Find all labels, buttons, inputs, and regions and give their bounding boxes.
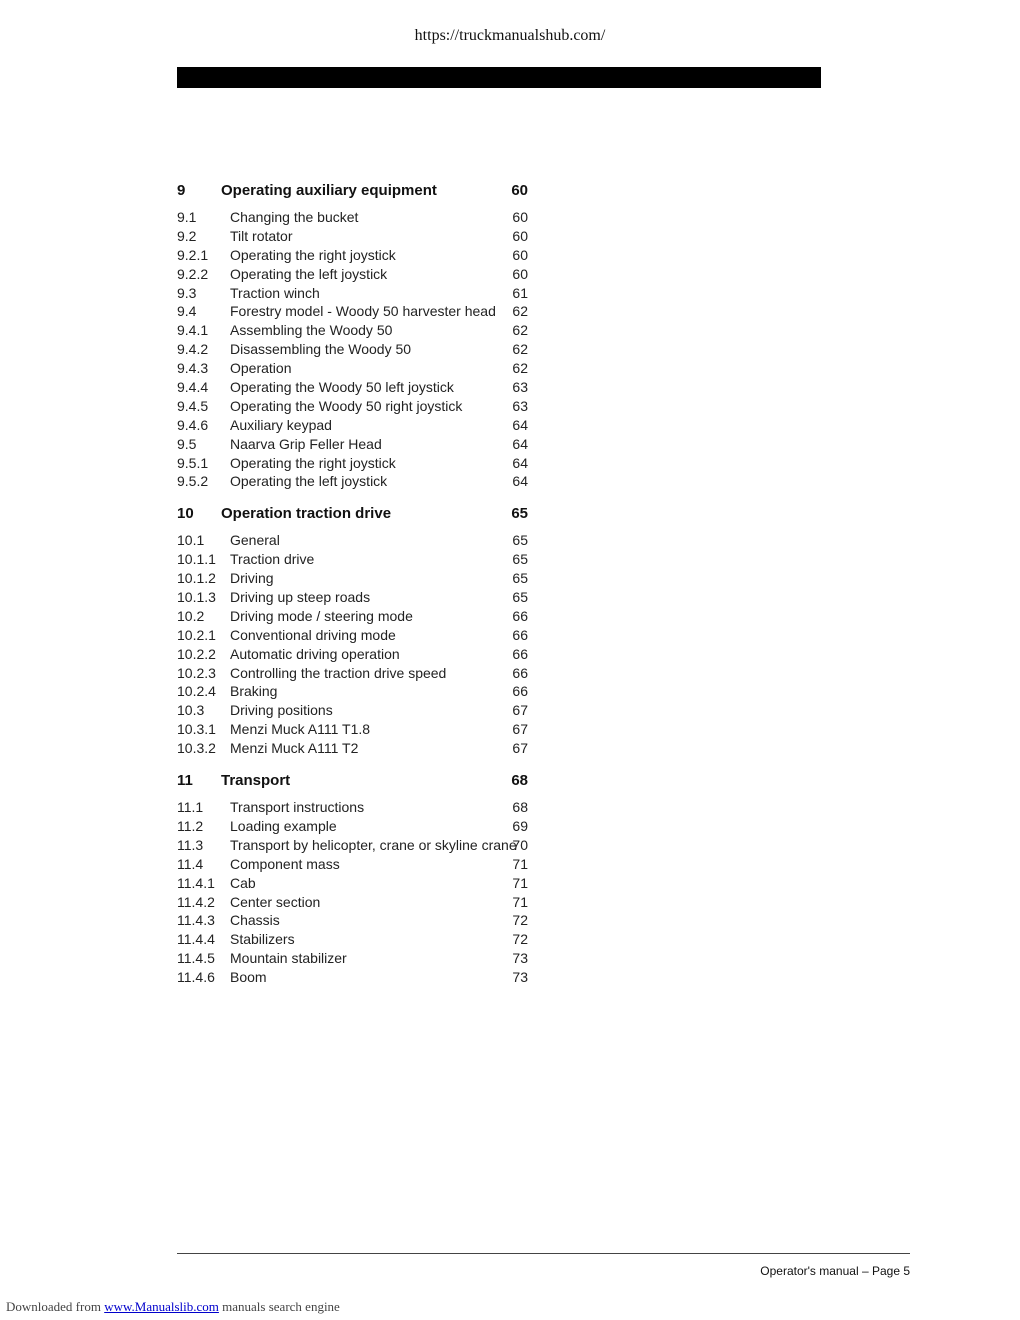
toc-entry-num: 9.4.6 (177, 416, 209, 433)
toc-entry-title: Driving up steep roads (230, 589, 371, 606)
toc-entry-page: 64 (512, 435, 528, 452)
toc-entry-title: Auxiliary keypad (230, 416, 332, 433)
toc-entry-page: 66 (512, 626, 528, 643)
toc-entry-page: 63 (512, 379, 528, 396)
toc-entry[interactable] (177, 893, 537, 912)
toc-entry-num: 11.4.6 (177, 969, 215, 986)
toc-entry-page: 62 (512, 303, 528, 320)
toc-entry-num: 11.4 (177, 855, 204, 872)
toc-heading-page: 65 (511, 505, 528, 523)
toc-entry-page: 66 (512, 645, 528, 662)
toc-entry-title: Assembling the Woody 50 (230, 322, 393, 339)
toc-entry-title: Conventional driving mode (230, 626, 396, 643)
toc-entry[interactable] (177, 302, 537, 321)
toc-entry-title: Component mass (230, 855, 340, 872)
toc-entry-num: 10.2.1 (177, 626, 216, 643)
toc-entry-title: Braking (230, 683, 278, 700)
toc-entry-page: 69 (512, 817, 528, 834)
toc-entry-page: 65 (512, 551, 528, 568)
toc-entry-page: 72 (512, 931, 528, 948)
toc-entry-num: 9.4.2 (177, 341, 209, 358)
toc-entry-num: 9.4.1 (177, 322, 209, 339)
watermark-prefix: Downloaded from (6, 1299, 101, 1314)
toc-entry-title: Changing the bucket (230, 209, 359, 225)
toc-entry-num: 11.3 (177, 836, 204, 853)
toc-entry-page: 71 (512, 893, 528, 910)
toc-entry[interactable] (177, 227, 537, 246)
toc-entry[interactable] (177, 817, 537, 836)
toc-section (177, 503, 537, 758)
toc-entry-title: Transport by helicopter, crane or skyline crane (230, 836, 517, 853)
toc-heading-title: Operating auxiliary equipment (221, 182, 437, 199)
toc-entry-page: 64 (512, 416, 528, 433)
toc-entry-page: 71 (512, 855, 528, 872)
toc-entry[interactable] (177, 874, 537, 893)
toc-entry-num: 9.4 (177, 303, 197, 320)
toc-entry-title: Operating the Woody 50 left joystick (230, 379, 454, 396)
toc-entry-num: 11.4.4 (177, 931, 215, 948)
toc-entry-page: 73 (512, 950, 528, 967)
toc-section (177, 180, 537, 491)
toc-entry[interactable] (177, 588, 537, 607)
toc-entry-num: 11.4.3 (177, 912, 215, 929)
toc-entry-title: Loading example (230, 817, 337, 834)
toc-entry-title: Center section (230, 893, 321, 910)
footer-divider (177, 1253, 910, 1254)
toc-heading-title: Transport (221, 772, 291, 790)
toc-entry-page: 65 (512, 570, 528, 587)
toc-entry-title: Boom (230, 969, 267, 986)
toc-entry-num: 9.2 (177, 227, 197, 244)
toc-entry-title: Driving (230, 570, 274, 587)
toc-entry[interactable] (177, 378, 537, 397)
toc-entry-title: Disassembling the Woody 50 (230, 341, 412, 358)
toc-heading-title: Operation traction drive (221, 505, 392, 523)
toc-entry[interactable] (177, 284, 537, 303)
toc-entry[interactable] (177, 569, 537, 588)
toc-entry-page: 64 (512, 454, 528, 471)
toc-entry[interactable] (177, 701, 537, 720)
toc-entry-num: 11.4.5 (177, 950, 215, 967)
toc-entry-num: 9.4.4 (177, 379, 209, 396)
toc-entry[interactable] (177, 930, 537, 949)
toc-entry[interactable] (177, 550, 537, 569)
toc-entry-title: Menzi Muck A111 T2 (230, 740, 359, 757)
toc-entry-num: 9.5.2 (177, 473, 209, 490)
toc-entry[interactable] (177, 664, 537, 683)
toc-entry-title: Driving mode / steering mode (230, 607, 413, 624)
toc-entry-title: Transport instructions (230, 799, 365, 816)
toc-heading-page: 68 (511, 772, 528, 790)
toc-heading-num: 9 (177, 182, 186, 199)
toc-entry-page: 73 (512, 969, 528, 986)
toc-entry-num: 10.3 (177, 702, 205, 719)
toc-entry[interactable] (177, 321, 537, 340)
toc-entry[interactable] (177, 720, 537, 739)
toc-entry-page: 72 (512, 912, 528, 929)
toc-entry-page: 64 (512, 473, 528, 490)
toc-entry-num: 9.1 (177, 209, 197, 225)
toc-entry-num: 11.1 (177, 799, 204, 816)
manualslib-link[interactable]: www.Manualslib.com (104, 1299, 219, 1314)
toc-entry-title: Operating the right joystick (230, 454, 396, 471)
toc-entry-num: 9.3 (177, 284, 197, 301)
toc-entry-num: 9.2.1 (177, 246, 209, 263)
toc-entry[interactable] (177, 836, 537, 855)
toc-entry[interactable] (177, 454, 537, 473)
toc-entry-title: Traction drive (230, 551, 315, 568)
toc-heading-page: 60 (511, 182, 528, 199)
toc-entry-title: Controlling the traction drive speed (230, 664, 447, 681)
toc-entry-num: 10.1 (177, 532, 205, 549)
toc-entry-title: Operating the left joystick (230, 473, 388, 490)
toc-entry-title: Tilt rotator (230, 227, 293, 244)
toc-section (177, 770, 537, 987)
toc-heading-num: 10 (177, 505, 194, 523)
toc-entry-num: 10.3.1 (177, 721, 216, 738)
toc-entry-num: 9.4.3 (177, 360, 209, 377)
toc-entry[interactable] (177, 531, 537, 550)
toc-entry[interactable] (177, 265, 537, 284)
toc-entry-page: 66 (512, 664, 528, 681)
toc-entry-num: 10.1.1 (177, 551, 216, 568)
toc-entry-num: 10.1.3 (177, 589, 216, 606)
toc-entry-page: 68 (512, 799, 528, 816)
toc-entry-num: 9.5 (177, 435, 197, 452)
toc-entry-page: 60 (512, 227, 528, 244)
toc-entry-page: 60 (512, 265, 528, 282)
toc-entry-title: Automatic driving operation (230, 645, 400, 662)
toc-heading-num: 11 (177, 772, 193, 790)
toc-entry[interactable] (177, 968, 537, 987)
toc-entry-page: 67 (512, 721, 528, 738)
toc-entry-page: 62 (512, 341, 528, 358)
toc-entry[interactable] (177, 208, 537, 227)
header-bar (177, 67, 821, 88)
toc-entry-title: Traction winch (230, 284, 320, 301)
toc-entry-title: Cab (230, 874, 256, 891)
toc-entry[interactable] (177, 798, 537, 817)
toc-entry[interactable] (177, 246, 537, 265)
toc-entry[interactable] (177, 626, 537, 645)
toc-entry-title: General (230, 532, 280, 549)
toc-entry[interactable] (177, 911, 537, 930)
toc-entry-num: 10.1.2 (177, 570, 216, 587)
toc-entry[interactable] (177, 340, 537, 359)
toc-entry[interactable] (177, 855, 537, 874)
toc-entry-title: Mountain stabilizer (230, 950, 347, 967)
toc-entry-num: 9.4.5 (177, 397, 209, 414)
toc-entry-num: 10.2.4 (177, 683, 216, 700)
toc-entry-page: 67 (512, 702, 528, 719)
toc-section-heading[interactable] (177, 770, 537, 792)
footer-page-label: Operator's manual – Page 5 (760, 1264, 910, 1278)
toc-entry-num: 11.4.1 (177, 874, 215, 891)
toc-entry[interactable] (177, 739, 537, 758)
toc-entry-page: 71 (512, 874, 528, 891)
toc-entry-num: 10.2.2 (177, 645, 216, 662)
toc-entry-num: 11.4.2 (177, 893, 215, 910)
header-url: https://truckmanualshub.com/ (414, 27, 606, 44)
toc-entry-page: 70 (512, 836, 528, 853)
toc-entry-page: 60 (512, 209, 528, 225)
toc-entry-num: 9.5.1 (177, 454, 209, 471)
toc-entry-num: 10.3.2 (177, 740, 216, 757)
toc-entry-title: Naarva Grip Feller Head (230, 435, 382, 452)
toc-entry-page: 65 (512, 532, 528, 549)
toc-entry-title: Operation (230, 360, 292, 377)
toc-entry-title: Chassis (230, 912, 280, 929)
toc-entry-page: 63 (512, 397, 528, 414)
toc-entry[interactable] (177, 472, 537, 491)
toc-entry[interactable] (177, 645, 537, 664)
download-watermark (6, 1299, 340, 1315)
toc-entry-page: 62 (512, 322, 528, 339)
toc-entry-num: 10.2.3 (177, 664, 216, 681)
toc-entry-page: 60 (512, 246, 528, 263)
toc-entry-title: Driving positions (230, 702, 333, 719)
toc-entry[interactable] (177, 359, 537, 378)
toc-entry[interactable] (177, 682, 537, 701)
toc-entry-page: 62 (512, 360, 528, 377)
toc-entry-title: Operating the right joystick (230, 246, 396, 263)
toc-section-heading[interactable] (177, 180, 537, 202)
watermark-suffix: manuals search engine (222, 1299, 340, 1314)
toc-entry-page: 67 (512, 740, 528, 757)
toc-section-heading[interactable] (177, 503, 537, 525)
toc-entry[interactable] (177, 416, 537, 435)
toc-entry-title: Operating the Woody 50 right joystick (230, 397, 463, 414)
toc-entry-title: Forestry model - Woody 50 harvester head (230, 303, 496, 320)
toc-entry-title: Menzi Muck A111 T1.8 (230, 721, 371, 738)
toc-entry[interactable] (177, 949, 537, 968)
toc-entry-page: 61 (512, 284, 528, 301)
toc-entry-page: 66 (512, 607, 528, 624)
toc-entry[interactable] (177, 397, 537, 416)
toc-entry-num: 9.2.2 (177, 265, 209, 282)
toc-entry[interactable] (177, 607, 537, 626)
toc-entry-num: 10.2 (177, 607, 205, 624)
toc-entry-title: Stabilizers (230, 931, 295, 948)
toc-entry-page: 65 (512, 589, 528, 606)
toc-entry-num: 11.2 (177, 817, 204, 834)
toc-entry-page: 66 (512, 683, 528, 700)
toc-entry-title: Operating the left joystick (230, 265, 388, 282)
table-of-contents (177, 180, 537, 999)
toc-entry[interactable] (177, 435, 537, 454)
